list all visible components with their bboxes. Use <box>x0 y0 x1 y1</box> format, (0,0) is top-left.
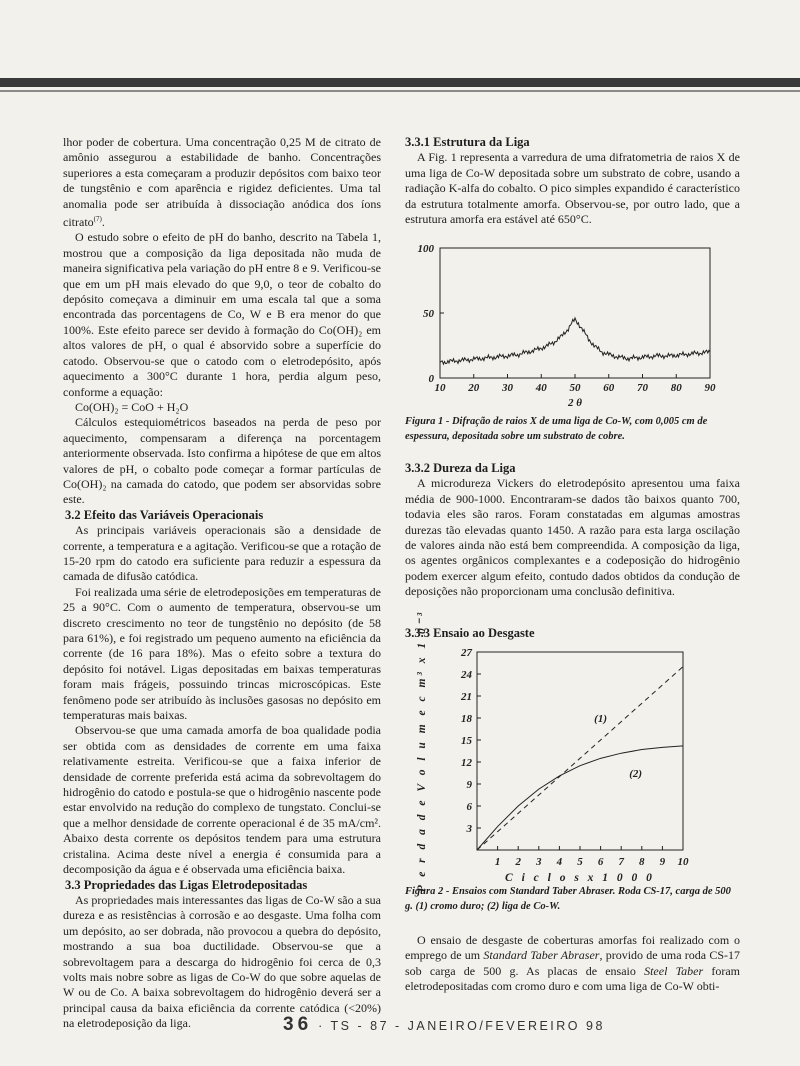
paragraph-text: lhor poder de cobertura. Uma concentração 0,25 M de citrato de amônio assegurou a estabilidade de banho. Concentrações superiores a esta começaram a produzir depósitos com baixo teor de tungstênio e com aparência e rigidez deficientes. Uma tal anomalia pode ser atribuída à dissociação anódica dos íons citrato <box>63 135 381 230</box>
x-tick-label: 10 <box>677 856 689 868</box>
x-tick-label: 4 <box>556 856 563 868</box>
right-column-bottom <box>405 933 740 995</box>
section-heading: 3.3 Propriedades das Ligas Eletrodepositadas <box>65 877 308 892</box>
x-tick-label: 9 <box>659 856 666 868</box>
page-number: 36 <box>283 1014 313 1035</box>
right-column-top <box>405 135 740 227</box>
y-tick-label: 100 <box>417 243 434 255</box>
paragraph-text: O ensaio de desgaste de coberturas amorfas foi realizado com o emprego de um <box>405 933 740 963</box>
y-tick-label: 21 <box>461 691 472 703</box>
figure-2-caption: Figura 2 - Ensaios com Standard Taber Abraser. Roda CS-17, carga de 500 g. (1) cromo duro; (2) liga de Co-W. <box>405 886 731 912</box>
section-heading: 3.3.2 Dureza da Liga <box>405 461 516 475</box>
x-tick-label: 7 <box>618 856 624 868</box>
x-tick-label: 20 <box>468 382 480 394</box>
x-tick-label: 8 <box>639 856 645 868</box>
y-tick-label: 6 <box>466 801 472 813</box>
y-tick-label: 27 <box>461 647 472 659</box>
emphasis-text: Standard Taber Abraser <box>483 948 600 963</box>
right-column-heading-333 <box>405 626 740 641</box>
x-tick-label: 60 <box>603 382 615 394</box>
paragraph: A microdureza Vickers do eletrodepósito apresentou uma faixa média de 900-1000. Encontraram-se dados tão baixos quanto 700, todavia eles são raros. Foram constatadas em algumas amostras durezas tão elevadas quanto 1450. A razão para esta larga oscilação de valores ainda não está bem compreendida. A composição da liga, os agentes orgânicos complexantes e a codeposição do hidrogênio podem exercer algum efeito, contudo dados obtidos da condução de deposições não proporcionam uma conclusão definitiva. <box>405 476 740 599</box>
diffraction-line <box>440 318 710 364</box>
paragraph: As propriedades mais interessantes das ligas de Co-W são a sua dureza e as resistências à corrosão e ao desgaste. Uma folha com um depósito, ao ser dobrada, não provocou a quebra do depósito, mostrando a sua boa ductilidade. Observou-se que a sobrevoltagem para a descarga do hidrogênio foi cerca de 0,3 volts mais nobre sobre as ligas de Co-W do que sobre aquelas de W ou de Co. A baixa sobrevoltagem do hidrogênio deverá ser a principal causa da baixa eficiência da corrente catódica (<20%) na eletrodeposição da liga. <box>63 892 381 1031</box>
x-tick-label: 1 <box>494 856 501 868</box>
series-2-line <box>477 746 683 850</box>
series-1-line <box>477 667 683 850</box>
x-axis-title: 2 θ <box>568 397 582 409</box>
x-tick-label: 3 <box>536 856 542 868</box>
paragraph-end: . <box>101 215 105 230</box>
x-tick-label: 30 <box>502 382 513 394</box>
figure-1-svg <box>405 240 735 410</box>
plot-frame <box>440 248 710 378</box>
header-rule-thin <box>0 90 800 92</box>
y-tick-label: 9 <box>466 779 472 791</box>
section-heading: 3.3.1 Estrutura da Liga <box>405 135 530 149</box>
series-1-label: (1) <box>594 713 608 725</box>
equation: Co(OH)₂ = CoO + H₂O <box>75 399 189 414</box>
x-tick-label: 2 <box>515 856 521 868</box>
paragraph <box>405 933 740 995</box>
y-tick-label: 50 <box>423 308 434 320</box>
page-footer <box>283 1014 605 1036</box>
y-axis-title: P e r d a d e V o l u m e c m³ x 1 0⁻³ <box>416 609 428 893</box>
footer-text: · TS - 87 - JANEIRO/FEVEREIRO 98 <box>318 1019 605 1033</box>
x-tick-label: 80 <box>670 382 682 394</box>
x-tick-label: 40 <box>535 382 547 394</box>
paragraph <box>63 135 381 230</box>
paragraph: O estudo sobre o efeito de pH do banho, descrito na Tabela 1, mostrou que a composição da liga depositada não muda de maneira significativa pela variação do pH entre 8 e 9. Verificou-se que em um pH mais elevado do que 9,0, o teor de cobalto do depósito começava a diminuir em uma escala tal que a soma encontrada das porcentagens de Co, W e B era menor do que 100%. Este efeito parece ser devido à formação do Co(OH)₂ em altos valores de pH, o qual é absorvido sobre a superfície do catodo. Observou-se que o catodo com o eletrodepósito, após aquecimento a 300°C durante 1 hora, perdia algum peso, conforme a equação: <box>63 230 381 399</box>
paragraph-text: foram eletrodepositadas com cromo duro e com uma liga de Co-W obti- <box>405 963 740 994</box>
paragraph: Foi realizada uma série de eletrodeposições em temperaturas de 25 a 90°C. Com o aumento de temperatura, observou-se um discreto crescimento no teor de tungstênio no depósito (de 58 para 61%), e foi registrado um pequeno aumento na eficiência da corrente (de 16 para 18%). Mas o efeito sobre a textura do depósito foi notável. Ligas depositadas em baixas temperaturas foram mais frágeis, possuindo trincas microscópicas. Este fenômeno pode ser atribuído às inclusões gasosas no depósito em temperaturas mais baixas. <box>63 584 381 723</box>
reference-mark: (7) <box>93 215 102 224</box>
x-tick-label: 50 <box>569 382 581 394</box>
y-tick-label: 12 <box>461 757 472 769</box>
x-tick-label: 10 <box>434 382 446 394</box>
figure-1-caption: Figura 1 - Difração de raios X de uma liga de Co-W, com 0,005 cm de espessura, depositada sobre um substrato de cobre. <box>405 416 708 442</box>
x-tick-label: 5 <box>577 856 583 868</box>
section-heading: 3.2 Efeito das Variáveis Operacionais <box>65 507 264 522</box>
paragraph: A Fig. 1 representa a varredura de uma difratometria de raios X de uma liga de Co-W depositada sobre um substrato de cobre, usando a radiação K-alfa do cobalto. O pico simples expandido é característico da estrutura totalmente amorfa. Observou-se, por outro lado, que a estrutura amorfa era estável até 650°C. <box>405 150 740 227</box>
paragraph: As principais variáveis operacionais são a densidade de corrente, a temperatura e a agitação. Verificou-se que a rotação de 15-20 rpm do catodo era suficiente para reduzir a espessura da camada de difusão catódica. <box>63 523 381 584</box>
x-tick-label: 6 <box>597 856 604 868</box>
paragraph: Observou-se que uma camada amorfa de boa qualidade podia ser obtida com as densidades de corrente em uma faixa relativamente estreita. Verificou-se que a faixa inferior de densidade de corrente preferida está acima da sobrevoltagem do hidrogênio do catodo e postula-se que o hidrogênio nascente pode estar envolvido na redução do complexo de tungstato. Conclui-se que a melhor densidade de corrente operacional é de 35 mA/cm². Abaixo desta corrente os depósitos tendem para uma estrutura cristalina. Acima deste nível a energia é consumida para a decomposição da água e é observada uma eficiência baixa. <box>63 723 381 877</box>
y-tick-label: 3 <box>466 823 472 835</box>
y-tick-label: 24 <box>461 669 472 681</box>
section-heading: 3.3.3 Ensaio ao Desgaste <box>405 626 535 640</box>
y-tick-label: 18 <box>461 713 472 725</box>
series-2-label: (2) <box>629 768 643 780</box>
y-tick-label: 0 <box>428 373 434 385</box>
x-axis-title: C i c l o s x 1 0 0 0 <box>505 872 655 884</box>
y-tick-label: 15 <box>461 735 472 747</box>
plot-frame <box>477 652 683 850</box>
emphasis-text: Steel Taber <box>644 963 704 978</box>
right-column-middle <box>405 461 740 600</box>
header-rule <box>0 78 800 87</box>
left-column <box>63 135 381 1032</box>
paragraph: Cálculos estequiométricos baseados na perda de peso por aquecimento, compensaram a diferença na porcentagem anteriormente observada. Isto confirma a hipótese de que em altos valores de pH, o cobalto pode começar a formar partículas de Co(OH)₂ na camada do catodo, que podem ser absorvidas sobre este. <box>63 415 381 507</box>
x-tick-label: 70 <box>637 382 648 394</box>
paragraph-text: , provido de uma roda CS-17 sob carga de 500 g. As placas de ensaio <box>405 948 741 978</box>
figure-1-chart <box>405 240 735 410</box>
x-tick-label: 90 <box>704 382 716 394</box>
